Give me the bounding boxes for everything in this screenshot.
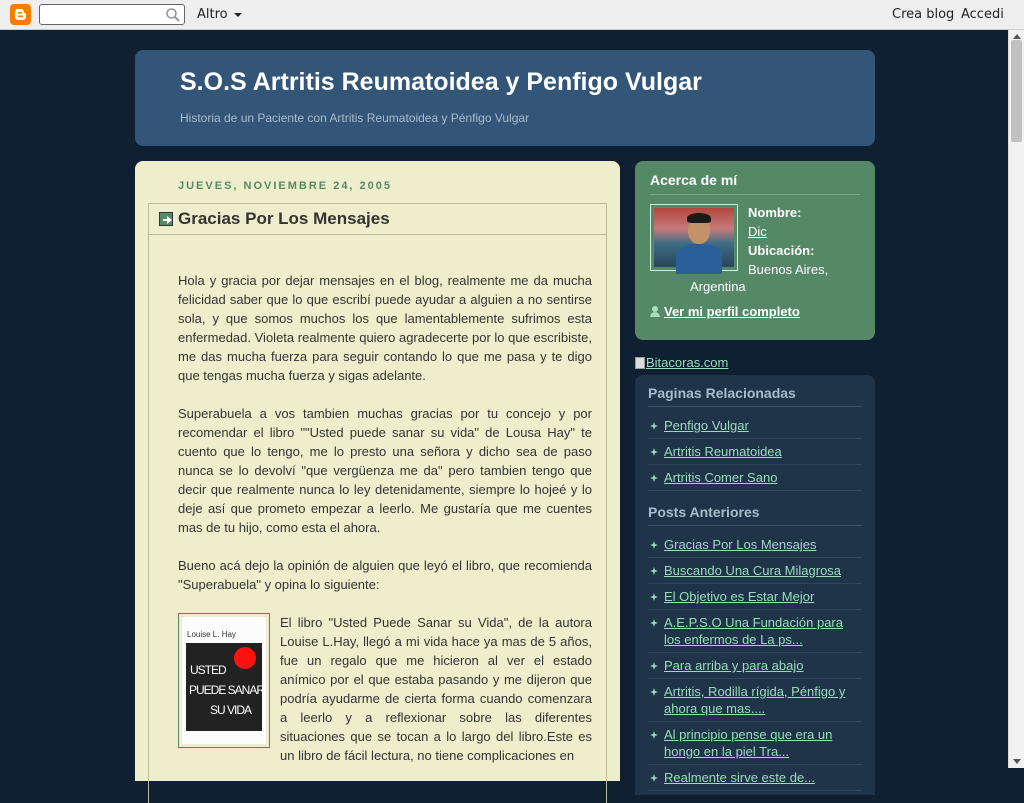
sidebar-link[interactable]: Realmente sirve este de... [664, 770, 816, 785]
blog-header [135, 50, 875, 146]
profile-heading: Acerca de mí [650, 172, 860, 195]
list-item [648, 465, 862, 491]
location-label: Ubicación: [748, 243, 815, 258]
name-label: Nombre: [748, 205, 802, 220]
sidebar-link[interactable]: Buscando Una Cura Milagrosa [664, 563, 842, 578]
profile-details [748, 203, 868, 279]
blogger-navbar [0, 0, 1024, 30]
blog-title[interactable]: S.O.S Artritis Reumatoidea y Penfigo Vulgar [180, 68, 702, 96]
profile-photo[interactable] [650, 204, 738, 271]
main-column [135, 161, 620, 781]
book-cover [182, 617, 266, 744]
sidebar-link[interactable]: Para arriba y para abajo [664, 658, 804, 673]
chevron-down-icon [234, 13, 242, 17]
more-menu[interactable] [197, 7, 242, 22]
sidebar-links [635, 375, 875, 795]
sidebar-link[interactable]: Penfigo Vulgar [664, 418, 749, 433]
post-paragraph: Hola y gracia por dejar mensajes en el blog, realmente me da mucha felicidad saber que lo que escribí puede ayudar a alguien a no sentirse sola, y que somos muchos los que lamentablemente sufrimos esta enfermedad. Violeta realmente quiero agradecerte por lo que escribiste, me das mucha fuerza para seguir contando lo que me pasa y te digo que tengas mucha fuerza y sigas adelante. [178, 273, 592, 383]
book-title-line: SU VIDA [210, 703, 252, 717]
broken-image-icon [635, 357, 645, 369]
sidebar-link[interactable]: Artritis Comer Sano [664, 470, 778, 485]
profile-widget [635, 161, 875, 340]
scroll-up-icon[interactable] [1013, 34, 1021, 39]
previous-posts-heading: Posts Anteriores [648, 504, 862, 526]
bullet-icon [650, 593, 658, 601]
location-value: Argentina [690, 279, 746, 294]
sidebar-link[interactable]: Al principio pense que era un hongo en la piel Tra... [664, 727, 833, 759]
list-item [648, 439, 862, 465]
book-title-line: PUEDE SANAR [189, 683, 265, 697]
person-icon [650, 306, 660, 317]
sign-in-link[interactable]: Accedi [961, 7, 1004, 22]
list-item [648, 679, 862, 722]
bullet-icon [650, 662, 658, 670]
location-value: Buenos Aires, [748, 262, 829, 277]
book-author: Louise L. Hay [187, 630, 236, 639]
blog-search [39, 4, 185, 25]
post-title-bar [149, 204, 606, 235]
related-pages-heading: Paginas Relacionadas [648, 385, 862, 407]
previous-posts-list [648, 532, 862, 791]
post-paragraph: Superabuela a vos tambien muchas gracias por tu concejo y por recomendar el libro ""Usted puede sanar su vida" de Lousa Hay" te cuento que lo tengo, me lo presto una señora y dicho sea de paso nunca se lo devolví "que vergüenza me da" pero tambien tengo que decir que realmente nunca lo ley detenidamente, siempre lo hojeé y lo deje así que prometo empezar a leerlo. Me gustaría que me cuentes mas de tu hijo, como esta el ahora. [178, 406, 592, 535]
post-body [178, 271, 592, 784]
bullet-icon [650, 474, 658, 482]
avatar-hair [687, 213, 711, 223]
arrow-right-icon [159, 212, 173, 226]
avatar [654, 208, 734, 267]
bullet-icon [650, 619, 658, 627]
scroll-thumb[interactable] [1011, 40, 1022, 142]
list-item [648, 765, 862, 791]
book-title-line: USTED [190, 663, 226, 677]
bullet-icon [650, 731, 658, 739]
post-paragraph: Bueno acá dejo la opinión de alguien que leyó el libro, que recomienda "Superabuela" y opina lo siguiente: [178, 558, 592, 592]
post-title[interactable]: Gracias Por Los Mensajes [178, 209, 390, 228]
red-circle-icon [234, 647, 256, 669]
list-item [648, 532, 862, 558]
search-icon[interactable] [165, 7, 181, 23]
bullet-icon [650, 448, 658, 456]
book-cover-image[interactable] [178, 613, 270, 748]
full-profile-label: Ver mi perfil completo [664, 304, 800, 319]
create-blog-link[interactable]: Crea blog [892, 7, 955, 22]
scroll-down-icon[interactable] [1013, 759, 1021, 764]
list-item [648, 558, 862, 584]
bitacoras-link[interactable] [635, 355, 728, 370]
blogger-logo-icon[interactable] [10, 4, 31, 25]
bullet-icon [650, 688, 658, 696]
sidebar-link[interactable]: A.E.P.S.O Una Fundación para los enfermos de La ps... [664, 615, 843, 647]
list-item [648, 584, 862, 610]
bullet-icon [650, 774, 658, 782]
blog-description: Historia de un Paciente con Artritis Reumatoidea y Pénfigo Vulgar [180, 111, 530, 125]
sidebar-link[interactable]: El Objetivo es Estar Mejor [664, 589, 815, 604]
list-item [648, 413, 862, 439]
more-menu-label: Altro [197, 7, 228, 22]
list-item [648, 653, 862, 679]
bullet-icon [650, 567, 658, 575]
bitacoras-label: Bitacoras.com [646, 355, 729, 370]
blog-search-input[interactable] [40, 5, 160, 24]
full-profile-link[interactable] [650, 304, 800, 319]
profile-name-link[interactable]: Dic [748, 224, 767, 239]
bullet-icon [650, 422, 658, 430]
sidebar-link[interactable]: Artritis Reumatoidea [664, 444, 782, 459]
post-date: JUEVES, NOVIEMBRE 24, 2005 [178, 180, 393, 192]
page-scrollbar[interactable] [1008, 30, 1024, 768]
sidebar-link[interactable]: Gracias Por Los Mensajes [664, 537, 817, 552]
post-paragraph: El libro "Usted Puede Sanar su Vida", de la autora Louise L.Hay, llegó a mi vida hace ya mas de 5 años, fue un regalo que me hicieron al ver el estado anímico por el que estaba pasando y me dijeron que podría ayudarme de cierta forma cuando comenzara a leerlo y a reflexionar sobre las diferentes situaciones que se tocan a lo largo del libro.Este es un libro de fácil lectura, no tiene complicaciones en [280, 615, 592, 763]
list-item [648, 722, 862, 765]
avatar-body [676, 244, 722, 274]
sidebar-link[interactable]: Artritis, Rodilla rígida, Pénfigo y ahora que mas.... [664, 684, 846, 716]
bullet-icon [650, 541, 658, 549]
list-item [648, 610, 862, 653]
book-excerpt [178, 613, 592, 765]
related-pages-list [648, 413, 862, 491]
